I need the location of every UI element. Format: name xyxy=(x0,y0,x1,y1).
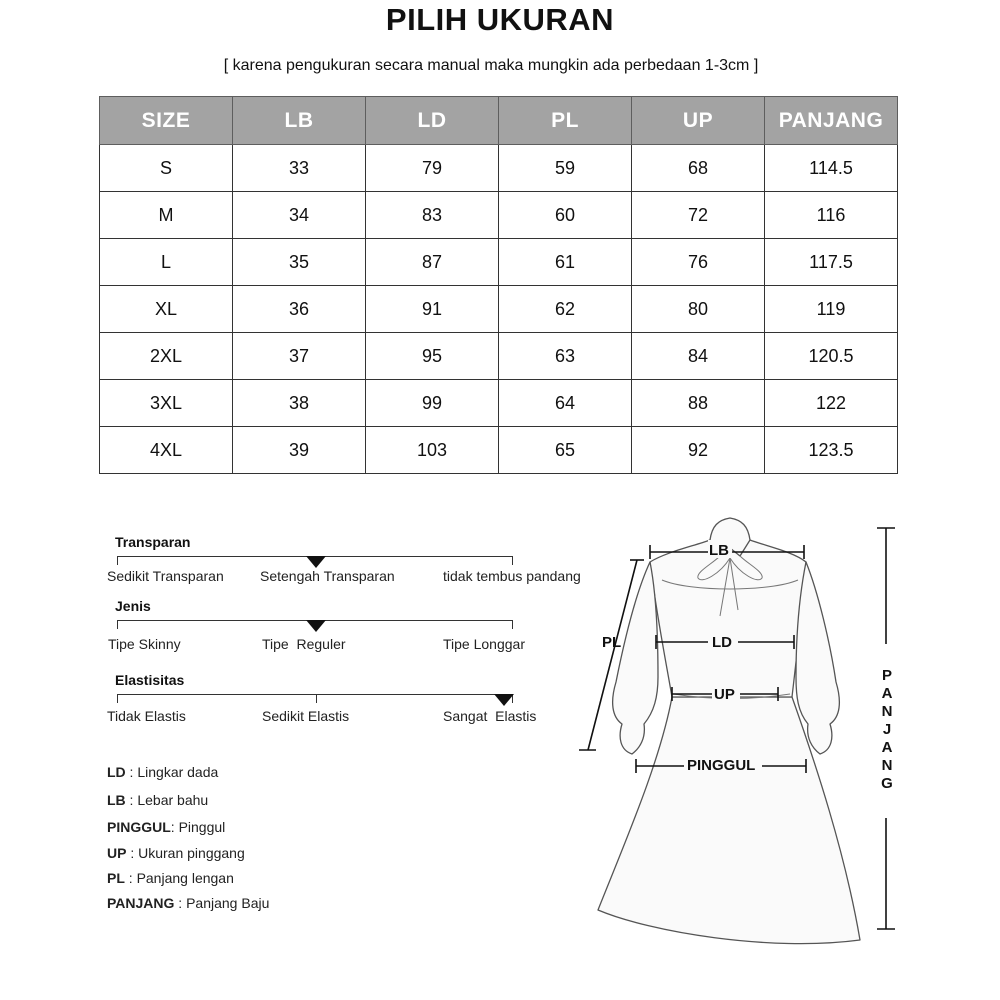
table-cell: 61 xyxy=(499,239,632,286)
table-cell: 36 xyxy=(233,286,366,333)
dress-measurement-diagram xyxy=(570,512,910,962)
table-cell: M xyxy=(100,192,233,239)
table-cell: 64 xyxy=(499,380,632,427)
measurement-note: [ karena pengukuran secara manual maka mungkin ada perbedaan 1-3cm ] xyxy=(223,57,759,74)
scale-option: Sedikit Transparan xyxy=(107,568,224,584)
scale-option: Sedikit Elastis xyxy=(262,708,350,724)
table-cell: 35 xyxy=(233,239,366,286)
svg-text:N: N xyxy=(881,757,893,774)
dress-bodice xyxy=(650,540,806,697)
table-row xyxy=(100,286,898,333)
table-cell: 92 xyxy=(632,427,765,474)
table-cell: 114.5 xyxy=(765,145,898,192)
pl-label: PL xyxy=(602,634,622,651)
table-cell: 37 xyxy=(233,333,366,380)
table-cell: 3XL xyxy=(100,380,233,427)
scale-line xyxy=(117,694,513,695)
header-pl: PL xyxy=(499,97,632,145)
selected-marker-icon xyxy=(306,556,326,568)
table-row xyxy=(100,145,898,192)
table-cell: 84 xyxy=(632,333,765,380)
table-cell: 33 xyxy=(233,145,366,192)
scale-tick xyxy=(512,556,513,565)
table-cell: 62 xyxy=(499,286,632,333)
table-cell: 72 xyxy=(632,192,765,239)
table-cell: 87 xyxy=(366,239,499,286)
ld-label: LD xyxy=(712,634,732,651)
table-cell: 4XL xyxy=(100,427,233,474)
legend-item: LB : Lebar bahu xyxy=(107,792,209,808)
table-cell: 38 xyxy=(233,380,366,427)
legend-item: PANJANG : Panjang Baju xyxy=(107,895,270,911)
table-cell: S xyxy=(100,145,233,192)
table-cell: 34 xyxy=(233,192,366,239)
table-cell: 88 xyxy=(632,380,765,427)
header-up: UP xyxy=(632,97,765,145)
legend-item: PL : Panjang lengan xyxy=(107,870,234,886)
table-cell: 103 xyxy=(366,427,499,474)
svg-text:G: G xyxy=(881,775,893,792)
legend-item: LD : Lingkar dada xyxy=(107,764,219,780)
table-cell: 83 xyxy=(366,192,499,239)
table-row xyxy=(100,427,898,474)
scale-option: Tipe Skinny xyxy=(108,636,181,652)
scale-option: Sangat Elastis xyxy=(443,708,537,724)
table-cell: 120.5 xyxy=(765,333,898,380)
table-cell: 68 xyxy=(632,145,765,192)
table-cell: 76 xyxy=(632,239,765,286)
table-cell: 99 xyxy=(366,380,499,427)
table-cell: 116 xyxy=(765,192,898,239)
header-size: SIZE xyxy=(100,97,233,145)
table-cell: XL xyxy=(100,286,233,333)
scale-tick xyxy=(117,556,118,565)
table-row xyxy=(100,239,898,286)
dress-left-sleeve xyxy=(613,562,658,754)
table-cell: 63 xyxy=(499,333,632,380)
selected-marker-icon xyxy=(494,694,514,706)
scale-option: tidak tembus pandang xyxy=(443,568,581,584)
table-cell: 39 xyxy=(233,427,366,474)
table-header-row xyxy=(100,97,898,145)
table-cell: 80 xyxy=(632,286,765,333)
table-cell: 95 xyxy=(366,333,499,380)
table-cell: 119 xyxy=(765,286,898,333)
scale-title: Elastisitas xyxy=(115,672,185,688)
table-cell: 60 xyxy=(499,192,632,239)
table-cell: 91 xyxy=(366,286,499,333)
table-cell: L xyxy=(100,239,233,286)
header-panjang: PANJANG xyxy=(765,97,898,145)
svg-text:N: N xyxy=(881,703,893,720)
legend-item: PINGGUL: Pinggul xyxy=(107,819,226,835)
table-cell: 122 xyxy=(765,380,898,427)
scale-tick xyxy=(512,620,513,629)
page-title: PILIH UKURAN xyxy=(385,2,615,37)
scale-option: Tidak Elastis xyxy=(107,708,186,724)
scale-option: Tipe Reguler xyxy=(262,636,346,652)
table-cell: 2XL xyxy=(100,333,233,380)
scale-title: Transparan xyxy=(115,534,191,550)
scale-title: Jenis xyxy=(115,598,151,614)
size-table xyxy=(99,96,898,474)
header-ld: LD xyxy=(366,97,499,145)
table-row xyxy=(100,380,898,427)
table-row xyxy=(100,192,898,239)
lb-label: LB xyxy=(709,542,729,559)
scale-option: Tipe Longgar xyxy=(443,636,525,652)
header-lb: LB xyxy=(233,97,366,145)
table-cell: 123.5 xyxy=(765,427,898,474)
up-label: UP xyxy=(714,686,735,703)
scale-tick xyxy=(117,620,118,629)
svg-text:A: A xyxy=(881,685,893,702)
table-cell: 59 xyxy=(499,145,632,192)
svg-text:P: P xyxy=(881,667,893,684)
table-cell: 117.5 xyxy=(765,239,898,286)
panjang-vertical-label xyxy=(881,667,893,792)
scale-option: Setengah Transparan xyxy=(260,568,395,584)
svg-text:A: A xyxy=(881,739,893,756)
svg-text:J: J xyxy=(882,721,892,738)
scale-tick xyxy=(316,694,317,703)
table-row xyxy=(100,333,898,380)
scale-tick xyxy=(117,694,118,703)
table-cell: 79 xyxy=(366,145,499,192)
selected-marker-icon xyxy=(306,620,326,632)
legend-item: UP : Ukuran pinggang xyxy=(107,845,245,861)
table-cell: 65 xyxy=(499,427,632,474)
pinggul-label: PINGGUL xyxy=(687,757,756,774)
dress-right-sleeve xyxy=(796,562,839,754)
